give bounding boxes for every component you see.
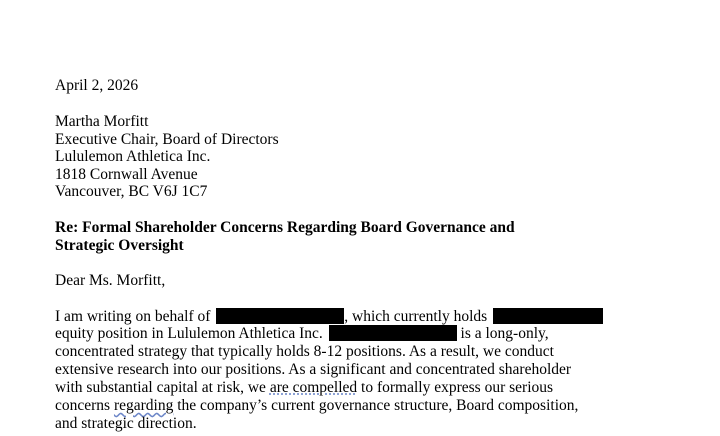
- body-text: , which currently holds: [344, 308, 488, 325]
- body-line: [55, 379, 553, 397]
- recipient-title: Executive Chair, Board of Directors: [55, 131, 279, 148]
- body-line: extensive research into our positions. As a significant and concentrated shareholder: [55, 361, 572, 378]
- subject-line: Re: Formal Shareholder Concerns Regarding Board Governance and: [55, 219, 515, 236]
- body-text: the company’s current governance structure, Board composition,: [173, 397, 579, 414]
- body-line: [55, 325, 549, 343]
- redaction-bar: [216, 308, 344, 324]
- body-line: [55, 308, 603, 326]
- salutation: Dear Ms. Morfitt,: [55, 272, 166, 289]
- body-line: concentrated strategy that typically holds 8-12 positions. As a result, we conduct: [55, 343, 554, 360]
- body-text: to formally express our serious: [357, 379, 554, 396]
- recipient-city: Vancouver, BC V6J 1C7: [55, 183, 208, 200]
- letter-date: April 2, 2026: [55, 77, 139, 94]
- body-line: [55, 397, 578, 415]
- redaction-bar: [329, 325, 457, 341]
- recipient-name: Martha Morfitt: [55, 113, 149, 130]
- recipient-company: Lululemon Athletica Inc.: [55, 148, 211, 165]
- body-text: concerns: [55, 397, 114, 414]
- recipient-street: 1818 Cornwall Avenue: [55, 166, 198, 183]
- grammar-flagged-text: regarding: [113, 397, 174, 414]
- grammar-flagged-text: are compelled: [269, 379, 358, 396]
- subject-line-continued: Strategic Oversight: [55, 237, 184, 254]
- body-text: is a long-only,: [460, 325, 549, 342]
- body-text: I am writing on behalf of: [55, 308, 211, 325]
- body-text: with substantial capital at risk, we: [55, 379, 270, 396]
- body-line: and strategic direction.: [55, 415, 197, 432]
- redaction-bar: [493, 308, 603, 324]
- body-text: equity position in Lululemon Athletica Inc.: [55, 325, 323, 342]
